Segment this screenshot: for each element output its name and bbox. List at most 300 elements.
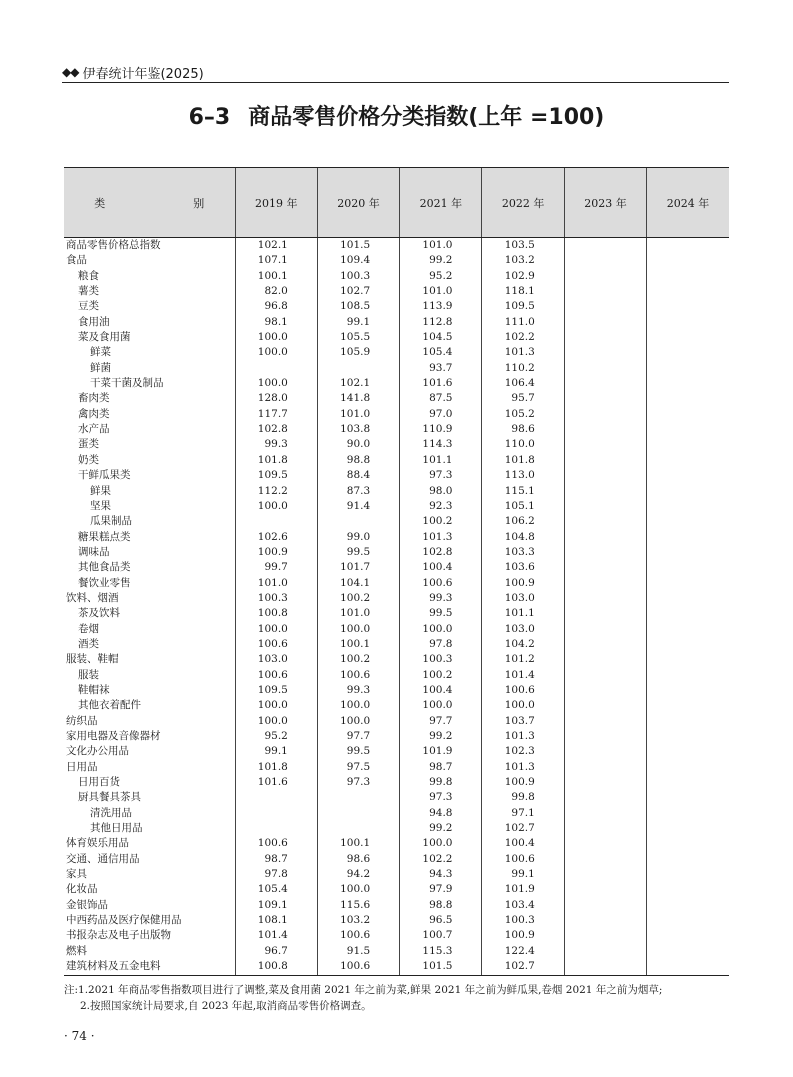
value-cell: 115.6 — [317, 898, 399, 913]
value-cell — [564, 852, 646, 867]
category-cell: 其他食品类 — [78, 561, 131, 574]
value-cell — [235, 821, 317, 836]
value-cell — [647, 422, 729, 437]
value-cell: 101.9 — [400, 744, 482, 759]
value-cell: 103.0 — [235, 652, 317, 667]
running-header — [62, 62, 204, 82]
value-cell: 112.8 — [400, 315, 482, 330]
value-cell: 101.8 — [482, 453, 564, 468]
value-cell: 122.4 — [482, 944, 564, 959]
value-cell: 128.0 — [235, 391, 317, 406]
value-cell — [564, 959, 646, 975]
value-cell — [647, 376, 729, 391]
value-cell: 100.3 — [235, 591, 317, 606]
value-cell — [564, 591, 646, 606]
category-cell: 酒类 — [78, 637, 99, 650]
value-cell: 100.4 — [482, 836, 564, 851]
value-cell: 97.8 — [400, 637, 482, 652]
value-cell — [647, 744, 729, 759]
value-cell: 109.5 — [235, 468, 317, 483]
value-cell: 93.7 — [400, 361, 482, 376]
value-cell — [647, 836, 729, 851]
value-cell: 98.7 — [400, 760, 482, 775]
category-cell: 商品零售价格总指数 — [66, 239, 161, 251]
value-cell: 102.1 — [235, 238, 317, 254]
table-row — [64, 315, 729, 330]
category-cell: 鲜果 — [90, 484, 111, 497]
table-row — [64, 836, 729, 851]
category-cell: 卷烟 — [78, 622, 99, 635]
value-cell: 100.0 — [235, 714, 317, 729]
value-cell — [564, 806, 646, 821]
category-cell: 厨具餐具茶具 — [78, 791, 141, 804]
value-cell: 100.6 — [482, 852, 564, 867]
category-cell: 服装 — [78, 668, 99, 681]
value-cell: 101.7 — [317, 560, 399, 575]
value-cell — [647, 729, 729, 744]
value-cell — [647, 898, 729, 913]
category-cell: 水产品 — [78, 423, 110, 436]
table-row — [64, 453, 729, 468]
value-cell: 97.9 — [400, 882, 482, 897]
value-cell: 109.5 — [482, 299, 564, 314]
value-cell: 97.5 — [317, 760, 399, 775]
value-cell: 117.7 — [235, 407, 317, 422]
value-cell — [564, 821, 646, 836]
value-cell: 97.7 — [317, 729, 399, 744]
value-cell — [647, 760, 729, 775]
value-cell: 102.7 — [317, 284, 399, 299]
value-cell: 95.2 — [235, 729, 317, 744]
value-cell: 100.9 — [482, 928, 564, 943]
table-row — [64, 269, 729, 284]
table-header-row — [64, 168, 729, 238]
category-cell: 书报杂志及电子出版物 — [66, 929, 171, 942]
category-cell: 日用品 — [66, 760, 98, 773]
value-cell: 99.1 — [482, 867, 564, 882]
value-cell — [647, 284, 729, 299]
value-cell — [647, 330, 729, 345]
table-row — [64, 253, 729, 268]
page-title — [0, 100, 793, 131]
value-cell: 100.6 — [235, 637, 317, 652]
value-cell: 100.9 — [482, 576, 564, 591]
value-cell: 106.4 — [482, 376, 564, 391]
value-cell: 101.3 — [482, 345, 564, 360]
table-number: 6–3 — [188, 105, 231, 130]
value-cell: 100.9 — [482, 775, 564, 790]
value-cell: 103.3 — [482, 545, 564, 560]
category-cell: 薯类 — [78, 285, 99, 298]
table-row — [64, 744, 729, 759]
value-cell — [647, 698, 729, 713]
column-header: 2021 年 — [400, 168, 482, 238]
value-cell: 100.6 — [235, 668, 317, 683]
value-cell: 102.7 — [482, 959, 564, 975]
table-row — [64, 422, 729, 437]
table-row — [64, 729, 729, 744]
value-cell: 109.4 — [317, 253, 399, 268]
value-cell — [564, 299, 646, 314]
value-cell: 101.5 — [317, 238, 399, 254]
table-row — [64, 330, 729, 345]
value-cell: 96.7 — [235, 944, 317, 959]
value-cell: 100.2 — [400, 514, 482, 529]
page-number: · 74 · — [64, 1029, 95, 1043]
table-row — [64, 683, 729, 698]
value-cell: 105.5 — [317, 330, 399, 345]
value-cell — [564, 913, 646, 928]
value-cell: 98.7 — [235, 852, 317, 867]
footnote: 2.按照国家统计局要求,自 2023 年起,取消商品零售价格调查。 — [80, 1000, 372, 1012]
value-cell — [647, 821, 729, 836]
value-cell — [317, 361, 399, 376]
value-cell: 101.5 — [400, 959, 482, 975]
value-cell: 99.3 — [400, 591, 482, 606]
value-cell: 113.0 — [482, 468, 564, 483]
column-header: 类 别 — [64, 168, 235, 238]
category-cell: 化妆品 — [66, 883, 98, 896]
value-cell: 102.7 — [482, 821, 564, 836]
category-cell: 其他日用品 — [90, 822, 143, 835]
value-cell: 100.2 — [400, 668, 482, 683]
value-cell — [647, 882, 729, 897]
category-cell: 茶及饮料 — [78, 607, 120, 620]
value-cell: 99.1 — [235, 744, 317, 759]
table-row — [64, 345, 729, 360]
value-cell — [564, 867, 646, 882]
value-cell — [564, 698, 646, 713]
value-cell: 100.0 — [400, 622, 482, 637]
value-cell — [647, 637, 729, 652]
value-cell: 97.1 — [482, 806, 564, 821]
table-title: 商品零售价格分类指数(上年 =100) — [248, 105, 605, 130]
value-cell — [647, 928, 729, 943]
value-cell: 101.0 — [400, 284, 482, 299]
value-cell: 105.4 — [400, 345, 482, 360]
value-cell: 110.2 — [482, 361, 564, 376]
footnote: 注:1.2021 年商品零售指数项目进行了调整,菜及食用菌 2021 年之前为菜,鲜果 2021 年之前为鲜瓜果,卷烟 2021 年之前为烟草; — [64, 984, 663, 996]
category-cell: 奶类 — [78, 453, 99, 466]
value-cell: 105.4 — [235, 882, 317, 897]
value-cell: 103.0 — [482, 591, 564, 606]
value-cell — [564, 714, 646, 729]
value-cell: 100.8 — [235, 606, 317, 621]
value-cell: 100.4 — [400, 560, 482, 575]
value-cell — [647, 499, 729, 514]
table-body — [64, 238, 729, 976]
value-cell — [564, 790, 646, 805]
value-cell — [647, 944, 729, 959]
value-cell: 100.6 — [317, 959, 399, 975]
value-cell: 101.2 — [482, 652, 564, 667]
table-row — [64, 576, 729, 591]
table-row — [64, 944, 729, 959]
value-cell: 97.3 — [400, 468, 482, 483]
category-cell: 干鲜瓜果类 — [78, 469, 131, 482]
value-cell: 100.6 — [400, 576, 482, 591]
value-cell: 99.1 — [317, 315, 399, 330]
category-cell: 瓜果制品 — [90, 515, 132, 528]
table-row — [64, 821, 729, 836]
book-title: 伊春统计年鉴(2025) — [82, 66, 204, 82]
value-cell: 103.7 — [482, 714, 564, 729]
value-cell — [647, 484, 729, 499]
table-row — [64, 606, 729, 621]
value-cell: 104.1 — [317, 576, 399, 591]
value-cell — [564, 422, 646, 437]
value-cell: 99.5 — [317, 545, 399, 560]
value-cell: 109.5 — [235, 683, 317, 698]
value-cell: 101.6 — [235, 775, 317, 790]
value-cell — [647, 913, 729, 928]
category-cell: 日用百货 — [78, 776, 120, 789]
value-cell: 87.3 — [317, 484, 399, 499]
table-row — [64, 437, 729, 452]
value-cell — [564, 391, 646, 406]
value-cell — [647, 238, 729, 254]
category-cell: 体育娱乐用品 — [66, 837, 129, 850]
value-cell: 101.4 — [235, 928, 317, 943]
table-row — [64, 407, 729, 422]
value-cell: 82.0 — [235, 284, 317, 299]
table-row — [64, 514, 729, 529]
value-cell — [647, 530, 729, 545]
value-cell: 100.2 — [317, 652, 399, 667]
value-cell: 98.6 — [317, 852, 399, 867]
value-cell: 115.3 — [400, 944, 482, 959]
value-cell: 98.0 — [400, 484, 482, 499]
value-cell: 97.3 — [317, 775, 399, 790]
value-cell: 101.8 — [235, 760, 317, 775]
value-cell: 100.0 — [235, 499, 317, 514]
value-cell: 96.8 — [235, 299, 317, 314]
value-cell: 91.4 — [317, 499, 399, 514]
value-cell — [647, 468, 729, 483]
value-cell — [564, 729, 646, 744]
value-cell: 94.3 — [400, 867, 482, 882]
value-cell: 115.1 — [482, 484, 564, 499]
category-cell: 文化办公用品 — [66, 745, 129, 758]
table-row — [64, 714, 729, 729]
column-header: 2024 年 — [647, 168, 729, 238]
value-cell: 100.1 — [317, 637, 399, 652]
table-row — [64, 499, 729, 514]
value-cell: 101.8 — [235, 453, 317, 468]
value-cell: 98.1 — [235, 315, 317, 330]
value-cell — [564, 269, 646, 284]
value-cell: 100.6 — [317, 668, 399, 683]
value-cell — [647, 606, 729, 621]
value-cell — [317, 821, 399, 836]
column-header: 2019 年 — [235, 168, 317, 238]
table-row — [64, 591, 729, 606]
category-cell: 建筑材料及五金电料 — [64, 959, 235, 975]
category-cell: 餐饮业零售 — [78, 576, 131, 589]
value-cell: 100.7 — [400, 928, 482, 943]
table-row — [64, 299, 729, 314]
column-header: 2022 年 — [482, 168, 564, 238]
table-row — [64, 622, 729, 637]
value-cell: 99.5 — [317, 744, 399, 759]
value-cell: 100.0 — [317, 714, 399, 729]
table-row — [64, 928, 729, 943]
value-cell: 104.2 — [482, 637, 564, 652]
value-cell: 100.9 — [235, 545, 317, 560]
value-cell: 103.8 — [317, 422, 399, 437]
table-row — [64, 867, 729, 882]
value-cell: 100.0 — [317, 698, 399, 713]
category-cell: 食品 — [66, 254, 87, 267]
value-cell: 102.8 — [400, 545, 482, 560]
value-cell — [647, 714, 729, 729]
category-cell: 服装、鞋帽 — [66, 653, 119, 666]
value-cell — [647, 622, 729, 637]
table-row — [64, 361, 729, 376]
value-cell: 96.5 — [400, 913, 482, 928]
value-cell: 99.7 — [235, 560, 317, 575]
value-cell — [564, 530, 646, 545]
category-cell: 其他衣着配件 — [78, 699, 141, 712]
value-cell: 101.4 — [482, 668, 564, 683]
category-cell: 鲜菌 — [90, 361, 111, 374]
value-cell: 99.3 — [317, 683, 399, 698]
value-cell — [564, 284, 646, 299]
value-cell — [647, 591, 729, 606]
table-row — [64, 775, 729, 790]
category-cell: 金银饰品 — [66, 898, 108, 911]
value-cell — [564, 760, 646, 775]
value-cell: 95.2 — [400, 269, 482, 284]
value-cell: 101.1 — [482, 606, 564, 621]
value-cell — [647, 867, 729, 882]
value-cell — [235, 790, 317, 805]
value-cell — [564, 545, 646, 560]
category-cell: 中西药品及医疗保健用品 — [66, 914, 182, 927]
value-cell — [564, 453, 646, 468]
value-cell: 100.2 — [317, 591, 399, 606]
value-cell — [564, 882, 646, 897]
value-cell — [317, 514, 399, 529]
value-cell — [235, 361, 317, 376]
price-index-table — [64, 167, 729, 976]
value-cell: 101.6 — [400, 376, 482, 391]
value-cell — [564, 944, 646, 959]
value-cell — [647, 668, 729, 683]
value-cell: 100.0 — [482, 698, 564, 713]
value-cell: 106.2 — [482, 514, 564, 529]
value-cell: 111.0 — [482, 315, 564, 330]
value-cell: 103.4 — [482, 898, 564, 913]
category-cell: 菜及食用菌 — [78, 331, 131, 344]
column-header: 2020 年 — [317, 168, 399, 238]
value-cell — [564, 668, 646, 683]
value-cell: 99.2 — [400, 821, 482, 836]
value-cell: 94.8 — [400, 806, 482, 821]
value-cell: 101.0 — [317, 407, 399, 422]
value-cell: 97.0 — [400, 407, 482, 422]
category-cell: 鞋帽袜 — [78, 683, 110, 696]
value-cell — [564, 652, 646, 667]
value-cell: 100.1 — [235, 269, 317, 284]
category-cell: 畜肉类 — [78, 392, 110, 405]
table-row — [64, 790, 729, 805]
category-cell: 食用油 — [78, 315, 110, 328]
category-cell: 干菜干菌及制品 — [90, 377, 164, 390]
value-cell — [564, 606, 646, 621]
value-cell: 102.2 — [400, 852, 482, 867]
value-cell: 100.1 — [317, 836, 399, 851]
value-cell: 102.9 — [482, 269, 564, 284]
table-row — [64, 637, 729, 652]
value-cell: 101.0 — [317, 606, 399, 621]
value-cell: 103.2 — [482, 253, 564, 268]
value-cell: 90.0 — [317, 437, 399, 452]
value-cell: 101.3 — [482, 729, 564, 744]
value-cell: 101.3 — [400, 530, 482, 545]
value-cell — [647, 775, 729, 790]
value-cell: 99.5 — [400, 606, 482, 621]
value-cell — [647, 959, 729, 975]
footnotes — [64, 982, 662, 1014]
value-cell: 98.8 — [317, 453, 399, 468]
value-cell: 99.3 — [235, 437, 317, 452]
category-cell: 清洗用品 — [90, 806, 132, 819]
table-row — [64, 545, 729, 560]
value-cell: 95.7 — [482, 391, 564, 406]
value-cell — [564, 576, 646, 591]
value-cell: 108.5 — [317, 299, 399, 314]
value-cell: 97.3 — [400, 790, 482, 805]
value-cell: 91.5 — [317, 944, 399, 959]
value-cell — [564, 928, 646, 943]
table-row — [64, 898, 729, 913]
value-cell: 100.3 — [317, 269, 399, 284]
value-cell: 103.2 — [317, 913, 399, 928]
value-cell — [647, 806, 729, 821]
value-cell — [564, 560, 646, 575]
value-cell: 99.2 — [400, 729, 482, 744]
value-cell — [647, 345, 729, 360]
column-header: 2023 年 — [564, 168, 646, 238]
value-cell — [564, 376, 646, 391]
category-cell: 糖果糕点类 — [78, 530, 131, 543]
category-cell: 家具 — [66, 868, 87, 881]
category-cell: 坚果 — [90, 499, 111, 512]
table-row — [64, 284, 729, 299]
value-cell: 105.9 — [317, 345, 399, 360]
value-cell: 103.6 — [482, 560, 564, 575]
value-cell: 92.3 — [400, 499, 482, 514]
value-cell: 112.2 — [235, 484, 317, 499]
table-row — [64, 468, 729, 483]
value-cell — [564, 437, 646, 452]
table-row — [64, 882, 729, 897]
value-cell — [647, 453, 729, 468]
table-row — [64, 852, 729, 867]
table-row — [64, 530, 729, 545]
value-cell: 105.2 — [482, 407, 564, 422]
value-cell: 101.9 — [482, 882, 564, 897]
value-cell: 104.8 — [482, 530, 564, 545]
category-cell: 家用电器及音像器材 — [66, 730, 161, 742]
value-cell — [647, 683, 729, 698]
category-cell: 调味品 — [78, 545, 110, 558]
table-row — [64, 652, 729, 667]
value-cell: 88.4 — [317, 468, 399, 483]
table-row — [64, 484, 729, 499]
category-cell: 蛋类 — [78, 438, 99, 451]
